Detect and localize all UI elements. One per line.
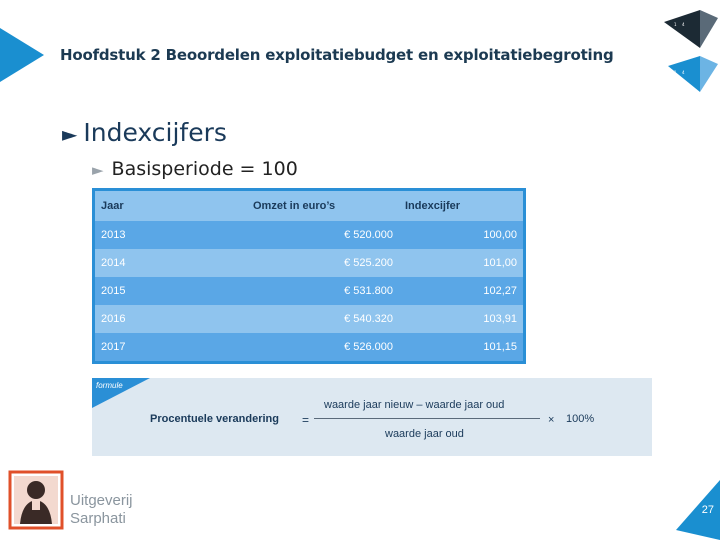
cell-revenue: € 525.200 (247, 249, 399, 277)
heading-bullet-icon: ► (62, 122, 78, 146)
cell-year: 2013 (95, 221, 247, 249)
formula-denominator: waarde jaar oud (385, 428, 464, 440)
publisher-line-1: Uitgeverij (70, 492, 133, 509)
page-number: 27 (701, 504, 714, 516)
formula-times: × (548, 414, 555, 426)
chapter-title: Hoofdstuk 2 Beoordelen exploitatiebudget en exploitatiebegroting (60, 46, 614, 64)
corner-decoration-icon (660, 0, 720, 110)
cell-year: 2015 (95, 277, 247, 305)
table-row (95, 249, 523, 277)
table-row (95, 277, 523, 305)
column-header-revenue: Omzet in euro’s (247, 191, 399, 221)
table-row (95, 333, 523, 361)
table-header-row (95, 191, 523, 221)
table-row (95, 221, 523, 249)
subheading-bullet-icon: ► (92, 161, 104, 179)
index-table (92, 188, 526, 364)
chapter-arrow-icon (0, 28, 44, 82)
section-heading (62, 118, 227, 147)
formula-tag-label: formule (96, 381, 123, 390)
cell-index: 101,15 (399, 333, 523, 361)
svg-text:1: 1 (674, 22, 677, 27)
sub-heading (92, 158, 298, 180)
cell-index: 103,91 (399, 305, 523, 333)
formula-label: Procentuele verandering (150, 413, 279, 425)
column-header-year: Jaar (95, 191, 247, 221)
column-header-index: Indexcijfer (399, 191, 523, 221)
cell-revenue: € 540.320 (247, 305, 399, 333)
fraction-line (314, 418, 540, 419)
formula-percent: 100% (566, 413, 595, 425)
cell-year: 2014 (95, 249, 247, 277)
svg-text:4: 4 (682, 22, 685, 27)
cell-year: 2016 (95, 305, 247, 333)
formula-box (92, 378, 652, 456)
section-heading-text: Indexcijfers (83, 118, 227, 147)
cell-year: 2017 (95, 333, 247, 361)
svg-text:4: 4 (682, 70, 685, 75)
cell-index: 100,00 (399, 221, 523, 249)
publisher-logo-icon (8, 470, 64, 530)
publisher-name (70, 492, 133, 528)
cell-index: 102,27 (399, 277, 523, 305)
cell-revenue: € 520.000 (247, 221, 399, 249)
formula-numerator: waarde jaar nieuw – waarde jaar oud (324, 399, 505, 411)
page-number-badge (676, 480, 720, 540)
cell-revenue: € 531.800 (247, 277, 399, 305)
publisher-line-2: Sarphati (70, 510, 126, 527)
cell-revenue: € 526.000 (247, 333, 399, 361)
sub-heading-text: Basisperiode = 100 (111, 158, 298, 180)
cell-index: 101,00 (399, 249, 523, 277)
table-row (95, 305, 523, 333)
formula-equals: = (302, 413, 310, 427)
svg-text:1: 1 (674, 70, 677, 75)
